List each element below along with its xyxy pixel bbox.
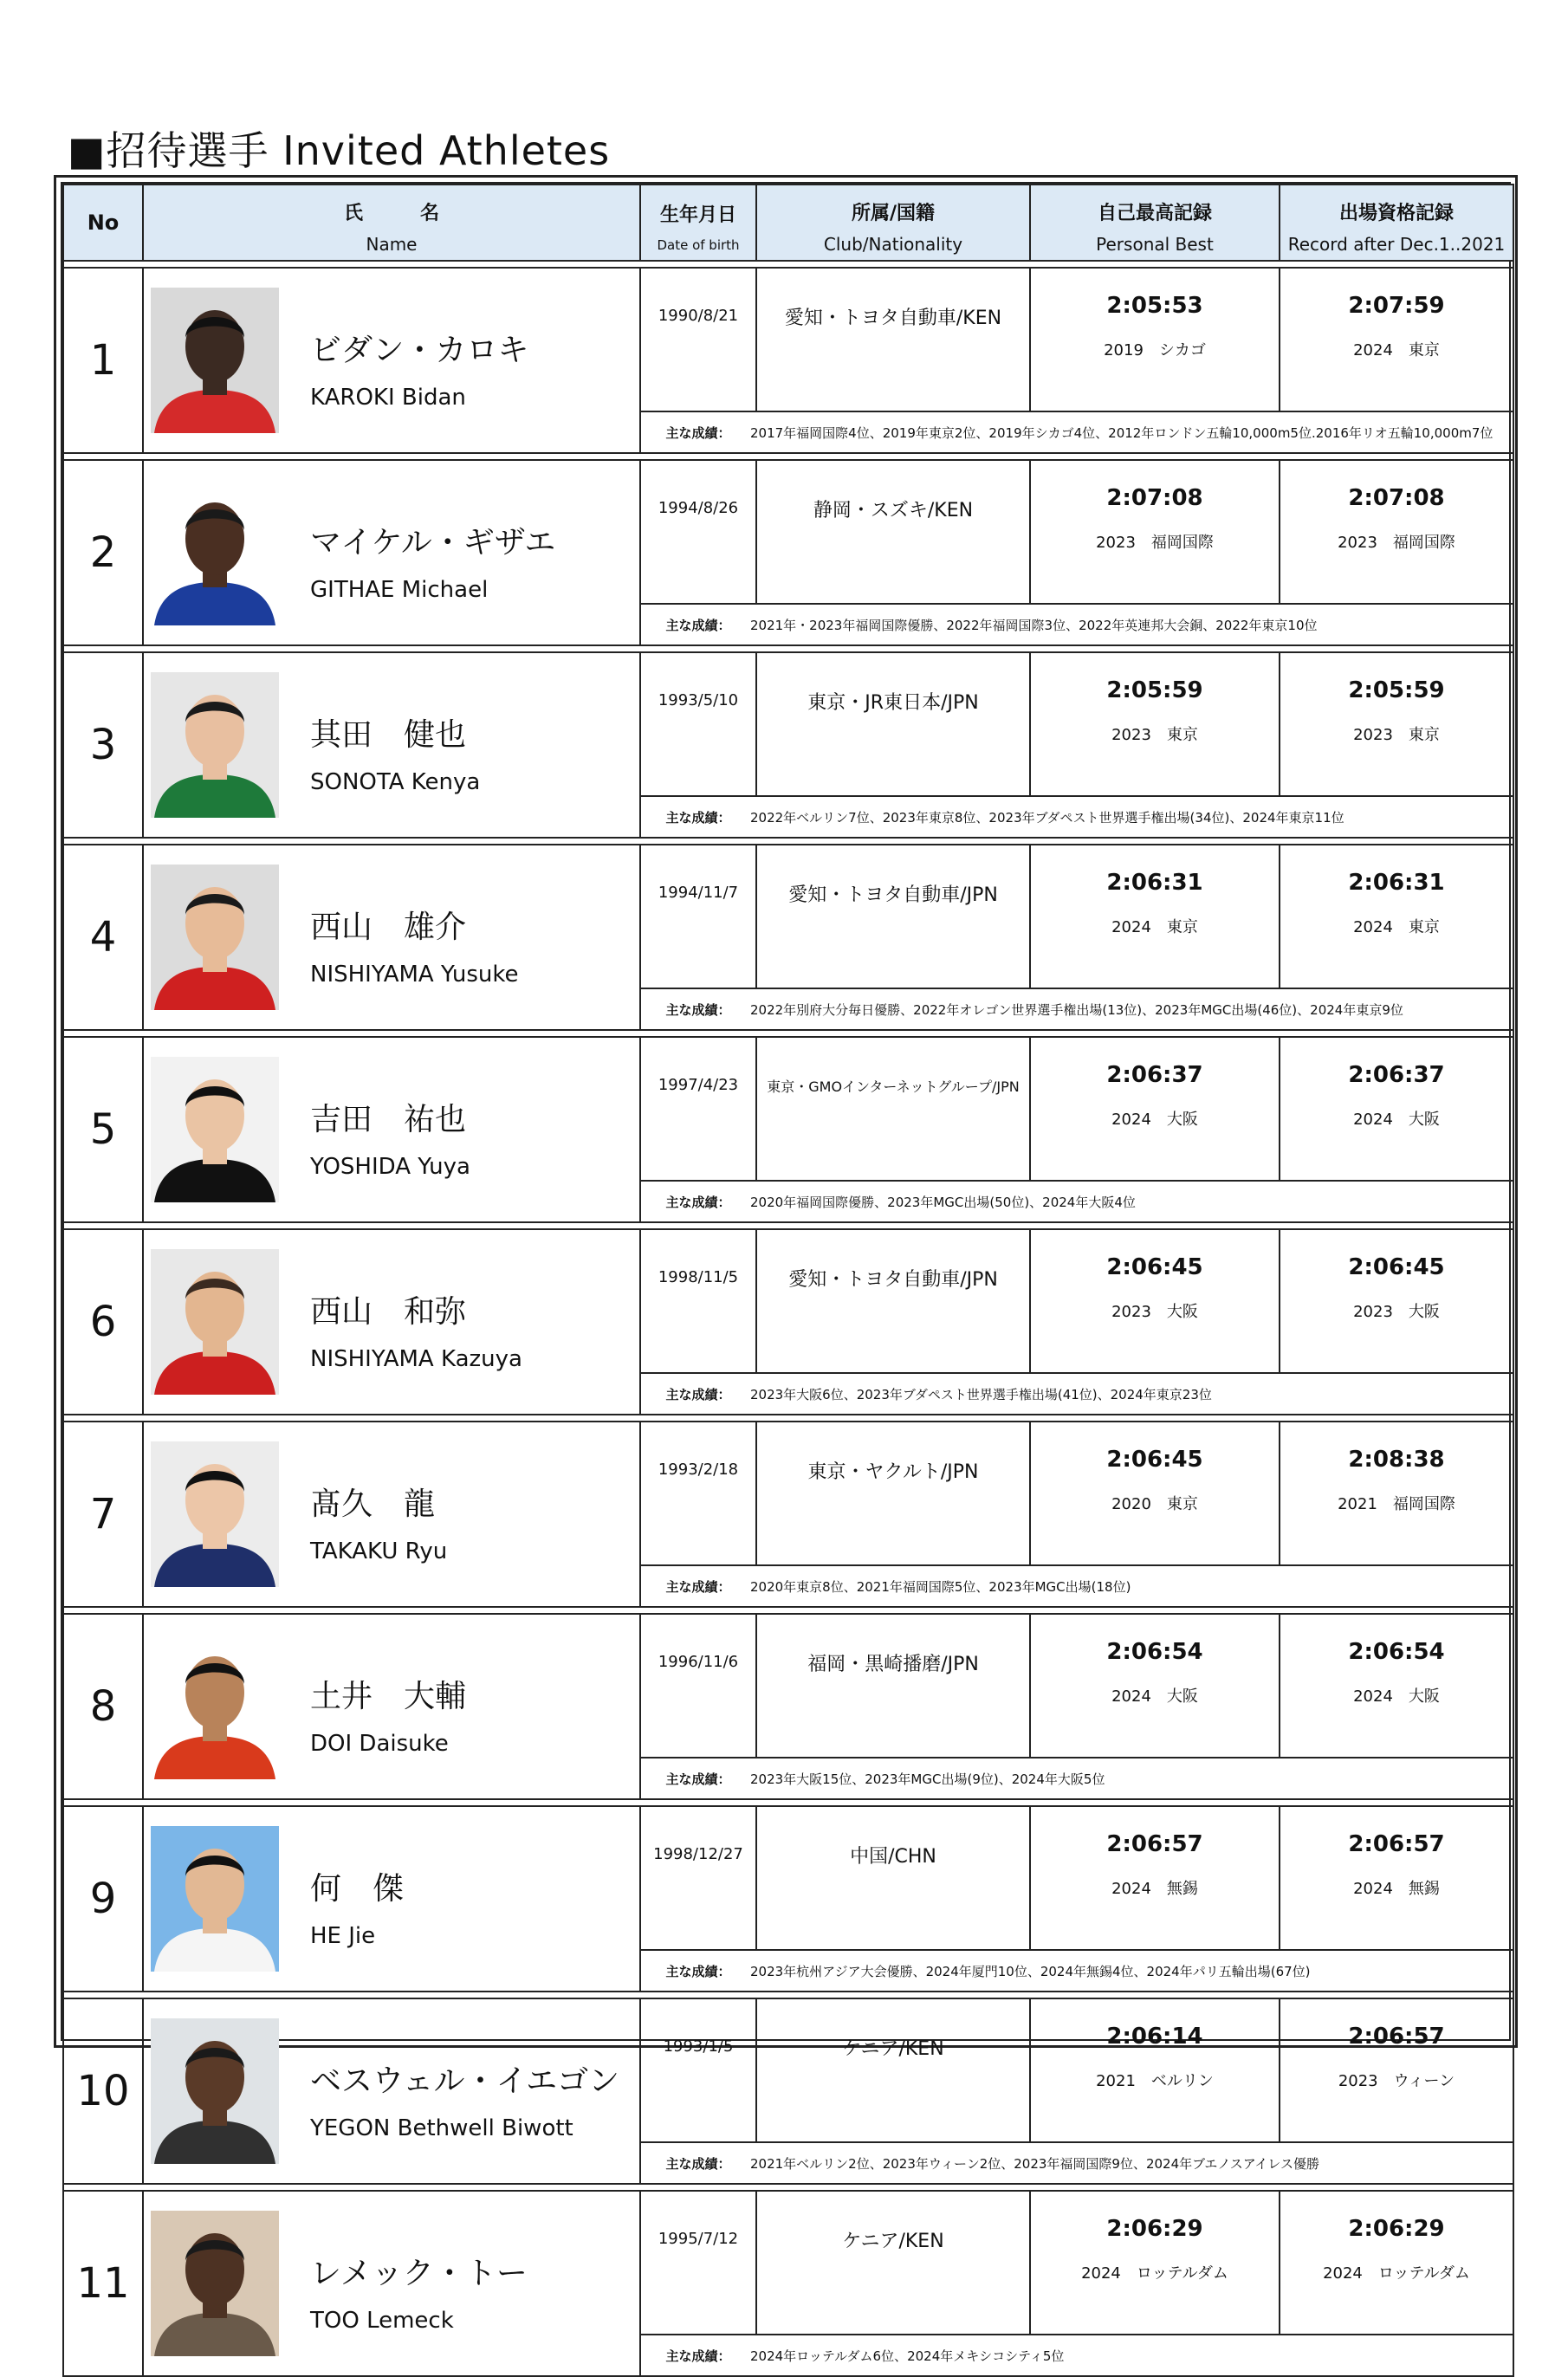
qualifying-record-time: 2:05:59 [1348,677,1445,703]
personal-best-cell [1030,268,1280,411]
achievements-cell [640,796,1513,838]
athlete-row [63,845,1513,988]
athlete-number: 3 [63,652,143,838]
athlete-name-cell [143,845,640,1030]
qualifying-record-cell [1280,1998,1513,2142]
row-separator [63,1222,1513,1229]
athlete-photo [151,1057,279,1202]
athlete-photo [151,1634,279,1779]
athlete-row [63,652,1513,796]
achievements-text: 2020年東京8位、2021年福岡国際5位、2023年MGC出場(18位) [750,1578,1131,1595]
qualifying-record-cell [1280,1806,1513,1950]
athlete-name-cell [143,1422,640,1607]
qualifying-record-cell [1280,1229,1513,1373]
header-club: 所属/国籍 Club/Nationality [756,185,1030,261]
athlete-photo [151,672,279,818]
personal-best-time: 2:06:31 [1106,870,1203,896]
athlete-name-en: SONOTA Kenya [310,769,481,795]
qualifying-record-race: 2023 福岡国際 [1338,534,1455,552]
portrait-icon [151,672,279,818]
athlete-name-cell [143,1806,640,1992]
athlete-number: 8 [63,1614,143,1799]
achievements-cell [640,411,1513,453]
athlete-name-ja: ベスウェル・イエゴン [310,2063,620,2099]
header-qualifying-record: 出場資格記録 Record after Dec.1..2021 [1280,185,1513,261]
personal-best-cell [1030,1422,1280,1565]
qualifying-record-time: 2:07:08 [1348,485,1445,511]
achievements-text: 2024年ロッテルダム6位、2024年メキシコシティ5位 [750,2348,1065,2364]
achievements-cell [640,2142,1513,2184]
qualifying-record-race: 2024 東京 [1353,918,1440,936]
qualifying-record-race: 2024 東京 [1353,341,1440,359]
qualifying-record-time: 2:06:45 [1348,1254,1445,1280]
achievements-cell [640,2335,1513,2376]
qualifying-record-time: 2:06:31 [1348,870,1445,896]
qualifying-record-race: 2024 大阪 [1353,1687,1440,1706]
achievements-text: 2023年大阪15位、2023年MGC出場(9位)、2024年大阪5位 [750,1771,1105,1787]
athlete-name-ja: レメック・トー [310,2256,528,2291]
row-separator [63,1415,1513,1422]
achievements-text: 2023年杭州アジア大会優勝、2024年厦門10位、2024年無錫4位、2024年パリ五輪出場(67位) [750,1963,1311,1979]
athlete-club: 東京・GMOインターネットグループ/JPN [756,1037,1030,1181]
achievements-label: 主な成績： [665,2155,731,2172]
header-name: 氏 名 Name [143,185,640,261]
personal-best-race: 2024 東京 [1111,918,1198,936]
athlete-club: ケニア/KEN [756,1998,1030,2142]
portrait-icon [151,2211,279,2356]
personal-best-time: 2:06:45 [1106,1254,1203,1280]
athlete-club: 東京・ヤクルト/JPN [756,1422,1030,1565]
row-separator [63,2184,1513,2191]
athlete-name-ja: マイケル・ギザエ [310,525,556,560]
portrait-icon [151,288,279,433]
athlete-dob: 1995/7/12 [640,2191,756,2335]
athlete-row [63,1614,1513,1758]
athlete-name-ja: 吉田 祐也 [310,1102,467,1137]
personal-best-time: 2:07:08 [1106,485,1203,511]
achievements-cell [640,1950,1513,1992]
athlete-name-cell [143,1998,640,2184]
achievements-label: 主な成績： [665,1771,731,1787]
personal-best-race: 2024 大阪 [1111,1687,1198,1706]
personal-best-time: 2:06:14 [1106,2024,1203,2050]
athlete-name-ja: 西山 和弥 [310,1294,467,1330]
qualifying-record-cell [1280,1422,1513,1565]
athlete-photo [151,2211,279,2356]
achievements-text: 2023年大阪6位、2023年ブダペスト世界選手権出場(41位)、2024年東京23位 [750,1386,1212,1402]
athlete-name-ja: ビダン・カロキ [310,333,529,368]
row-separator [63,1992,1513,1998]
portrait-icon [151,1826,279,1972]
achievements-cell [640,1758,1513,1799]
qualifying-record-race: 2023 ウィーン [1338,2072,1455,2090]
athlete-number: 10 [63,1998,143,2184]
athlete-name-en: YEGON Bethwell Biwott [310,2115,573,2141]
qualifying-record-time: 2:06:54 [1348,1639,1445,1665]
athlete-club: ケニア/KEN [756,2191,1030,2335]
qualifying-record-race: 2024 無錫 [1353,1880,1440,1898]
qualifying-record-cell [1280,652,1513,796]
athlete-club: 愛知・トヨタ自動車/JPN [756,1229,1030,1373]
header-dob: 生年月日 Date of birth [640,185,756,261]
personal-best-time: 2:06:29 [1106,2216,1203,2242]
athlete-name-ja: 其田 健也 [310,717,467,753]
athlete-name-ja: 髙久 龍 [310,1486,436,1522]
athlete-club: 愛知・トヨタ自動車/JPN [756,845,1030,988]
personal-best-race: 2023 福岡国際 [1096,534,1214,552]
achievements-text: 2021年・2023年福岡国際優勝、2022年福岡国際3位、2022年英連邦大会銅、2022年東京10位 [750,617,1318,633]
personal-best-race: 2024 無錫 [1111,1880,1198,1898]
table-header [63,185,1513,261]
athlete-number: 6 [63,1229,143,1415]
athlete-name-ja: 何 傑 [310,1871,405,1907]
portrait-icon [151,1249,279,1395]
athlete-number: 2 [63,460,143,645]
achievements-cell [640,604,1513,645]
header-no: No [63,185,143,261]
qualifying-record-time: 2:06:57 [1348,2024,1445,2050]
athlete-number: 4 [63,845,143,1030]
athlete-row [63,2191,1513,2335]
athlete-row [63,1422,1513,1565]
qualifying-record-cell [1280,460,1513,604]
personal-best-race: 2024 ロッテルダム [1081,2264,1228,2283]
athlete-name-en: GITHAE Michael [310,577,489,603]
qualifying-record-time: 2:06:37 [1348,1062,1445,1088]
athlete-name-cell [143,1229,640,1415]
athlete-dob: 1993/5/10 [640,652,756,796]
qualifying-record-race: 2023 東京 [1353,726,1440,744]
qualifying-record-race: 2021 福岡国際 [1338,1495,1455,1513]
athlete-row [63,1998,1513,2142]
athlete-name-en: YOSHIDA Yuya [310,1154,470,1180]
qualifying-record-time: 2:07:59 [1348,293,1445,319]
personal-best-cell [1030,1998,1280,2142]
row-separator [63,1030,1513,1037]
personal-best-cell [1030,2191,1280,2335]
qualifying-record-time: 2:06:29 [1348,2216,1445,2242]
personal-best-race: 2024 大阪 [1111,1111,1198,1129]
athlete-photo [151,288,279,433]
qualifying-record-cell [1280,1614,1513,1758]
athlete-number: 11 [63,2191,143,2376]
athlete-club: 中国/CHN [756,1806,1030,1950]
athletes-table [62,184,1514,2377]
row-separator [63,645,1513,652]
personal-best-cell [1030,845,1280,988]
achievements-cell [640,1181,1513,1222]
achievements-label: 主な成績： [665,617,731,633]
athlete-name-cell [143,268,640,453]
athlete-name-cell [143,460,640,645]
athlete-club: 東京・JR東日本/JPN [756,652,1030,796]
athlete-dob: 1998/12/27 [640,1806,756,1950]
personal-best-race: 2019 シカゴ [1104,341,1206,359]
achievements-label: 主な成績： [665,1194,731,1210]
personal-best-cell [1030,1614,1280,1758]
personal-best-time: 2:06:54 [1106,1639,1203,1665]
header-personal-best: 自己最高記録 Personal Best [1030,185,1280,261]
portrait-icon [151,1057,279,1202]
athlete-photo [151,480,279,625]
portrait-icon [151,865,279,1010]
qualifying-record-race: 2024 大阪 [1353,1111,1440,1129]
qualifying-record-cell [1280,268,1513,411]
athlete-row [63,1806,1513,1950]
athlete-name-en: NISHIYAMA Yusuke [310,962,519,988]
personal-best-cell [1030,460,1280,604]
achievements-text: 2020年福岡国際優勝、2023年MGC出場(50位)、2024年大阪4位 [750,1194,1136,1210]
athlete-dob: 1998/11/5 [640,1229,756,1373]
athlete-dob: 1996/11/6 [640,1614,756,1758]
athlete-photo [151,865,279,1010]
qualifying-record-cell [1280,2191,1513,2335]
personal-best-race: 2021 ベルリン [1096,2072,1214,2090]
athlete-name-ja: 土井 大輔 [310,1679,467,1714]
athlete-row [63,460,1513,604]
athlete-name-cell [143,652,640,838]
athlete-name-cell [143,1037,640,1222]
row-separator [63,261,1513,268]
athlete-name-cell [143,1614,640,1799]
achievements-text: 2021年ベルリン2位、2023年ウィーン2位、2023年福岡国際9位、2024年ブエノスアイレス優勝 [750,2155,1319,2172]
qualifying-record-time: 2:08:38 [1348,1447,1445,1473]
qualifying-record-race: 2024 ロッテルダム [1323,2264,1470,2283]
athlete-row [63,1037,1513,1181]
achievements-text: 2022年ベルリン7位、2023年東京8位、2023年ブダペスト世界選手権出場(34位)、2024年東京11位 [750,809,1344,826]
row-separator [63,453,1513,460]
athlete-name-en: KAROKI Bidan [310,385,466,411]
achievements-cell [640,1373,1513,1415]
achievements-text: 2017年福岡国際4位、2019年東京2位、2019年シカゴ4位、2012年ロンドン五輪10,000m5位.2016年リオ五輪10,000m7位 [750,424,1493,441]
athlete-row [63,1229,1513,1373]
personal-best-cell [1030,652,1280,796]
athlete-club: 福岡・黒崎播磨/JPN [756,1614,1030,1758]
athlete-dob: 1997/4/23 [640,1037,756,1181]
athlete-dob: 1994/11/7 [640,845,756,988]
athlete-dob: 1993/1/5 [640,1998,756,2142]
achievements-label: 主な成績： [665,809,731,826]
athlete-number: 7 [63,1422,143,1607]
athlete-number: 5 [63,1037,143,1222]
qualifying-record-cell [1280,1037,1513,1181]
personal-best-cell [1030,1037,1280,1181]
athlete-club: 静岡・スズキ/KEN [756,460,1030,604]
achievements-cell [640,988,1513,1030]
achievements-label: 主な成績： [665,424,731,441]
personal-best-time: 2:06:37 [1106,1062,1203,1088]
page-title: ■招待選手 Invited Athletes [68,127,611,174]
personal-best-race: 2023 大阪 [1111,1303,1198,1321]
athlete-name-en: DOI Daisuke [310,1731,449,1757]
portrait-icon [151,1441,279,1587]
athlete-number: 1 [63,268,143,453]
personal-best-race: 2020 東京 [1111,1495,1198,1513]
athlete-photo [151,1249,279,1395]
athletes-table-frame [54,175,1518,2364]
athlete-name-en: TAKAKU Ryu [310,1538,448,1564]
athlete-photo [151,1441,279,1587]
row-separator [63,838,1513,845]
row-separator [63,1799,1513,1806]
athlete-club: 愛知・トヨタ自動車/KEN [756,268,1030,411]
achievements-text: 2022年別府大分毎日優勝、2022年オレゴン世界選手権出場(13位)、2023年MGC出場(46位)、2024年東京9位 [750,1001,1403,1018]
achievements-label: 主な成績： [665,1386,731,1402]
athlete-name-cell [143,2191,640,2376]
achievements-label: 主な成績： [665,1578,731,1595]
athlete-photo [151,1826,279,1972]
athlete-number: 9 [63,1806,143,1992]
athlete-dob: 1994/8/26 [640,460,756,604]
achievements-label: 主な成績： [665,1001,731,1018]
athlete-name-ja: 西山 雄介 [310,910,467,945]
athlete-name-en: NISHIYAMA Kazuya [310,1346,522,1372]
athlete-photo [151,2018,279,2164]
athlete-name-en: TOO Lemeck [310,2308,454,2334]
portrait-icon [151,1634,279,1779]
personal-best-time: 2:05:53 [1106,293,1203,319]
qualifying-record-time: 2:06:57 [1348,1831,1445,1857]
personal-best-cell [1030,1806,1280,1950]
personal-best-cell [1030,1229,1280,1373]
athlete-name-en: HE Jie [310,1923,376,1949]
personal-best-time: 2:06:45 [1106,1447,1203,1473]
portrait-icon [151,480,279,625]
qualifying-record-cell [1280,845,1513,988]
portrait-icon [151,2018,279,2164]
achievements-label: 主な成績： [665,1963,731,1979]
achievements-cell [640,1565,1513,1607]
achievements-label: 主な成績： [665,2348,731,2364]
personal-best-time: 2:05:59 [1106,677,1203,703]
athlete-dob: 1993/2/18 [640,1422,756,1565]
personal-best-time: 2:06:57 [1106,1831,1203,1857]
personal-best-race: 2023 東京 [1111,726,1198,744]
athlete-dob: 1990/8/21 [640,268,756,411]
qualifying-record-race: 2023 大阪 [1353,1303,1440,1321]
athlete-row [63,268,1513,411]
row-separator [63,1607,1513,1614]
